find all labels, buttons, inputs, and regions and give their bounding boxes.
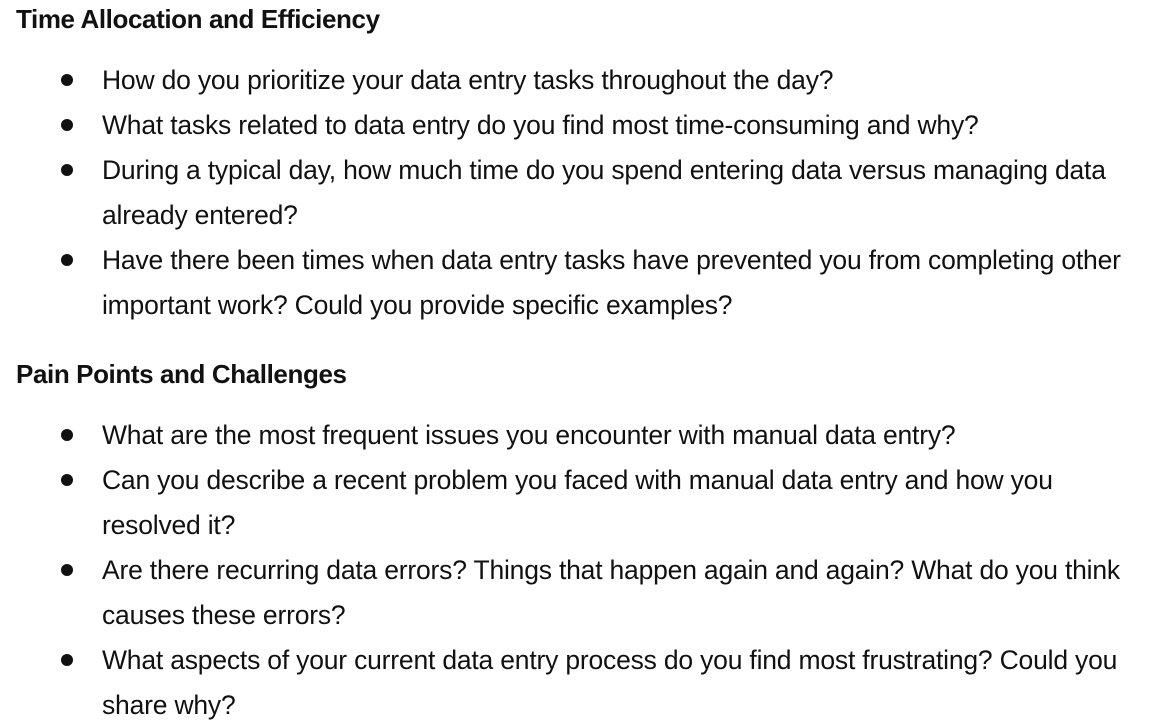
section-heading: Pain Points and Challenges [16, 359, 347, 389]
bullet-icon [61, 119, 73, 131]
list-item [0, 238, 1142, 328]
list-item [0, 458, 1142, 548]
bullet-icon [61, 564, 73, 576]
list-item-text: What tasks related to data entry do you find most time-consuming and why? [102, 110, 979, 140]
list-item [0, 58, 1142, 103]
bullet-icon [61, 164, 73, 176]
list-item [0, 548, 1142, 638]
bullet-icon [61, 254, 73, 266]
list-item-text: During a typical day, how much time do you spend entering data versus managing data already entered? [102, 155, 1106, 230]
bullet-icon [61, 429, 73, 441]
list-item [0, 148, 1142, 238]
list-item-text: Can you describe a recent problem you faced with manual data entry and how you resolved it? [102, 465, 1053, 540]
list-item [0, 638, 1142, 728]
list-item-text: Are there recurring data errors? Things that happen again and again? What do you think causes these errors? [102, 555, 1120, 630]
list-item-text: What are the most frequent issues you encounter with manual data entry? [102, 420, 956, 450]
bullet-icon [61, 74, 73, 86]
section-heading: Time Allocation and Efficiency [16, 4, 380, 34]
list-item [0, 413, 1142, 458]
list-item-text: Have there been times when data entry tasks have prevented you from completing other important work? Could you provide specific examples? [102, 245, 1121, 320]
question-list [0, 413, 1164, 728]
bullet-icon [61, 654, 73, 666]
list-item [0, 103, 1142, 148]
question-list [0, 58, 1164, 328]
bullet-icon [61, 474, 73, 486]
list-item-text: What aspects of your current data entry process do you find most frustrating? Could you share why? [102, 645, 1118, 720]
list-item-text: How do you prioritize your data entry tasks throughout the day? [102, 65, 834, 95]
